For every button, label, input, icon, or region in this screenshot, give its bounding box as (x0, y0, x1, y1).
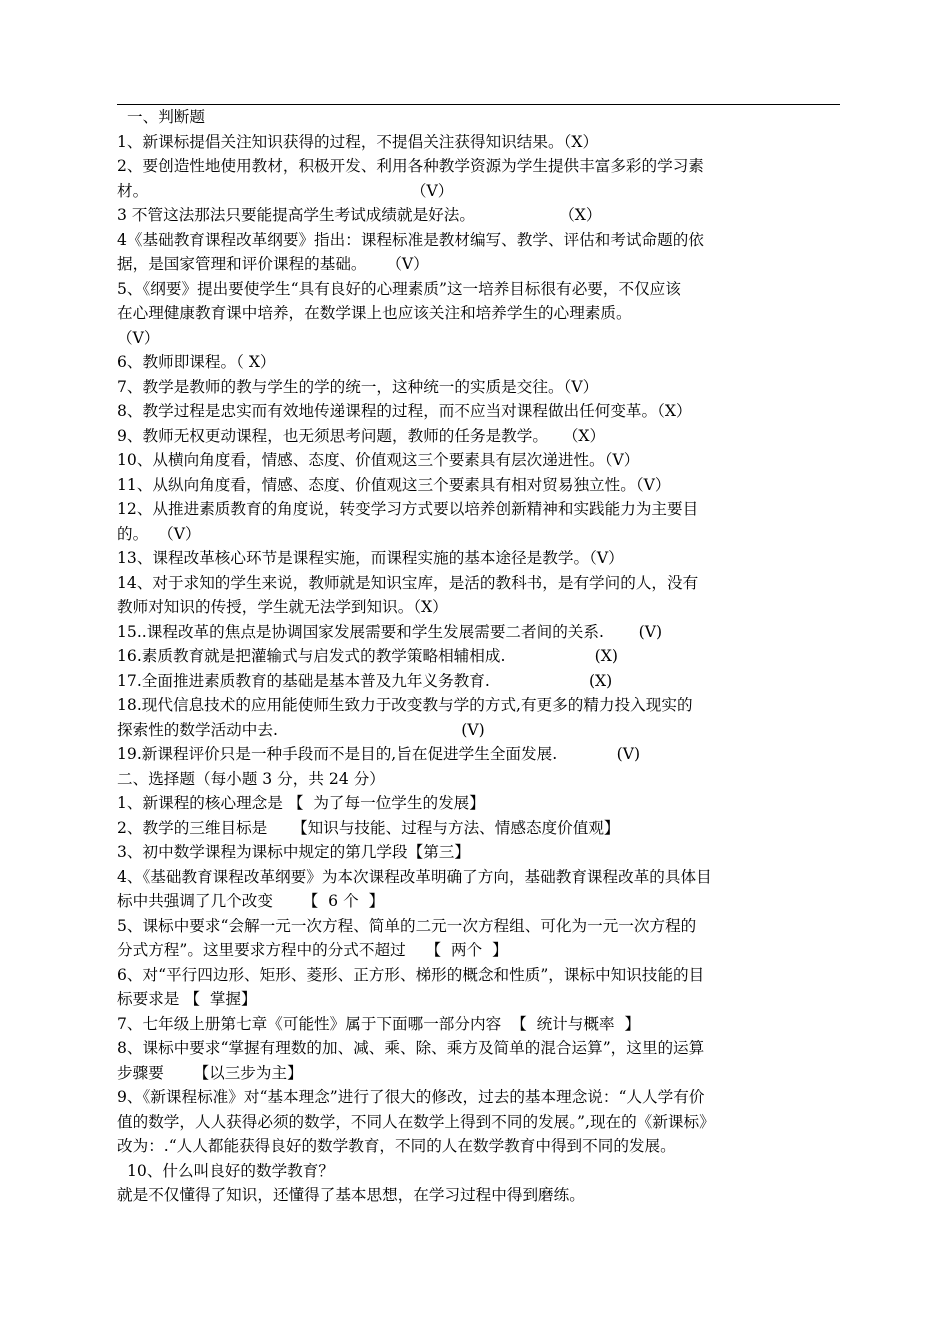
text-line: 11、从纵向角度看，情感、态度、价值观这三个要素具有相对贸易独立性。（V） (117, 475, 671, 494)
text-line: 10、从横向角度看，情感、态度、价值观这三个要素具有层次递进性。（V） (117, 451, 640, 469)
text-line: 15..课程改革的焦点是协调国家发展需要和学生发展需要二者间的关系. (V) (117, 622, 663, 641)
text-line: 3 不管这法那法只要能提高学生考试成绩就是好法。 （X） (117, 206, 602, 224)
text-line: 7、七年级上册第七章《可能性》属于下面哪一部分内容 【 统计与概率 】 (117, 1014, 641, 1033)
text-line: 5、《纲要》提出要使学生“具有良好的心理素质”这一培养目标很有必要，不仅应该 (117, 279, 681, 298)
text-line: 7、教学是教师的教与学生的学的统一，这种统一的实质是交往。（V） (117, 377, 599, 396)
text-line: 材。 （V） (117, 181, 454, 200)
text-line: 4、《基础教育课程改革纲要》为本次课程改革明确了方向，基础教育课程改革的具体目 (117, 867, 712, 886)
text-line: 2、要创造性地使用教材，积极开发、利用各种教学资源为学生提供丰富多彩的学习素 (117, 157, 704, 175)
document-page (117, 104, 840, 1208)
text-line: 6、对“平行四边形、矩形、菱形、正方形、梯形的概念和性质”，课标中知识技能的目 (117, 965, 705, 984)
text-line: 13、课程改革核心环节是课程实施，而课程实施的基本途径是教学。（V） (117, 549, 624, 567)
text-line: 9、教师无权更动课程，也无须思考问题，教师的任务是教学。 （X） (117, 426, 606, 445)
text-line: 值的数学，人人获得必须的数学，不同人在数学上得到不同的发展。”,现在的《新课标》 (117, 1112, 715, 1131)
text-line: 17.全面推进素质教育的基础是基本普及九年义务教育. (X) (117, 671, 613, 690)
text-line: 标要求是 【 掌握】 (117, 990, 257, 1008)
closing-answer: 就是不仅懂得了知识，还懂得了基本思想，在学习过程中得到磨练。 (117, 1186, 585, 1204)
text-line: 的。 （V） (117, 524, 201, 543)
text-line: 步骤要 【以三步为主】 (117, 1063, 303, 1082)
text-line: 据，是国家管理和评价课程的基础。 （V） (117, 255, 429, 273)
text-line: 19.新课程评价只是一种手段而不是目的,旨在促进学生全面发展. (V) (117, 745, 641, 763)
text-line: 5、课标中要求“会解一元一次方程、简单的二元一次方程组、可化为一元一次方程的 (117, 916, 697, 935)
choice-list (117, 791, 840, 1159)
text-line: 分式方程”。这里要求方程中的分式不超过 【 两个 】 (117, 941, 508, 959)
text-line: 探索性的数学活动中去. (V) (117, 720, 485, 739)
text-line: 18.现代信息技术的应用能使师生致力于改变教与学的方式,有更多的精力投入现实的 (117, 696, 693, 714)
text-line: 教师对知识的传授，学生就无法学到知识。（X） (117, 598, 448, 616)
text-line: 在心理健康教育课中培养，在数学课上也应该关注和培养学生的心理素质。 (117, 304, 632, 322)
text-line: 4《基础教育课程改革纲要》指出：课程标准是教材编写、教学、评估和考试命题的依 (117, 230, 704, 249)
text-line: 9、《新课程标准》对“基本理念”进行了很大的修改，过去的基本理念说：“人人学有价 (117, 1088, 705, 1106)
closing-question: 10、什么叫良好的数学教育？ (127, 1161, 334, 1180)
text-line: 3、初中数学课程为课标中规定的第几学段【第三】 (117, 843, 470, 861)
text-line: 标中共强调了几个改变 【 6 个 】 (117, 892, 385, 910)
text-line: 8、课标中要求“掌握有理数的加、减、乘、除、乘方及简单的混合运算”，这里的运算 (117, 1039, 705, 1057)
text-line: 1、新课程的核心理念是 【 为了每一位学生的发展】 (117, 794, 485, 812)
text-line: 14、对于求知的学生来说，教师就是知识宝库，是活的教科书，是有学问的人，没有 (117, 573, 699, 592)
judgment-list (117, 130, 840, 767)
text-line: 6、教师即课程。（ X） (117, 353, 276, 371)
text-line: （V） (117, 328, 160, 347)
text-line: 16.素质教育就是把灌输式与启发式的教学策略相辅相成. (X) (117, 647, 618, 665)
text-line: 2、教学的三维目标是 【知识与技能、过程与方法、情感态度价值观】 (117, 818, 620, 837)
text-line: 12、从推进素质教育的角度说，转变学习方式要以培养创新精神和实践能力为主要目 (117, 500, 699, 518)
section-title-choice: 二、选择题（每小题 3 分，共 24 分） (117, 769, 385, 788)
section-title-judgment: 一、判断题 (127, 108, 205, 126)
text-line: 改为：.“人人都能获得良好的数学教育，不同的人在数学教育中得到不同的发展。 (117, 1137, 676, 1155)
text-line: 8、教学过程是忠实而有效地传递课程的过程，而不应当对课程做出任何变革。（X） (117, 402, 692, 420)
text-line: 1、新课标提倡关注知识获得的过程，不提倡关注获得知识结果。（X） (117, 132, 599, 151)
